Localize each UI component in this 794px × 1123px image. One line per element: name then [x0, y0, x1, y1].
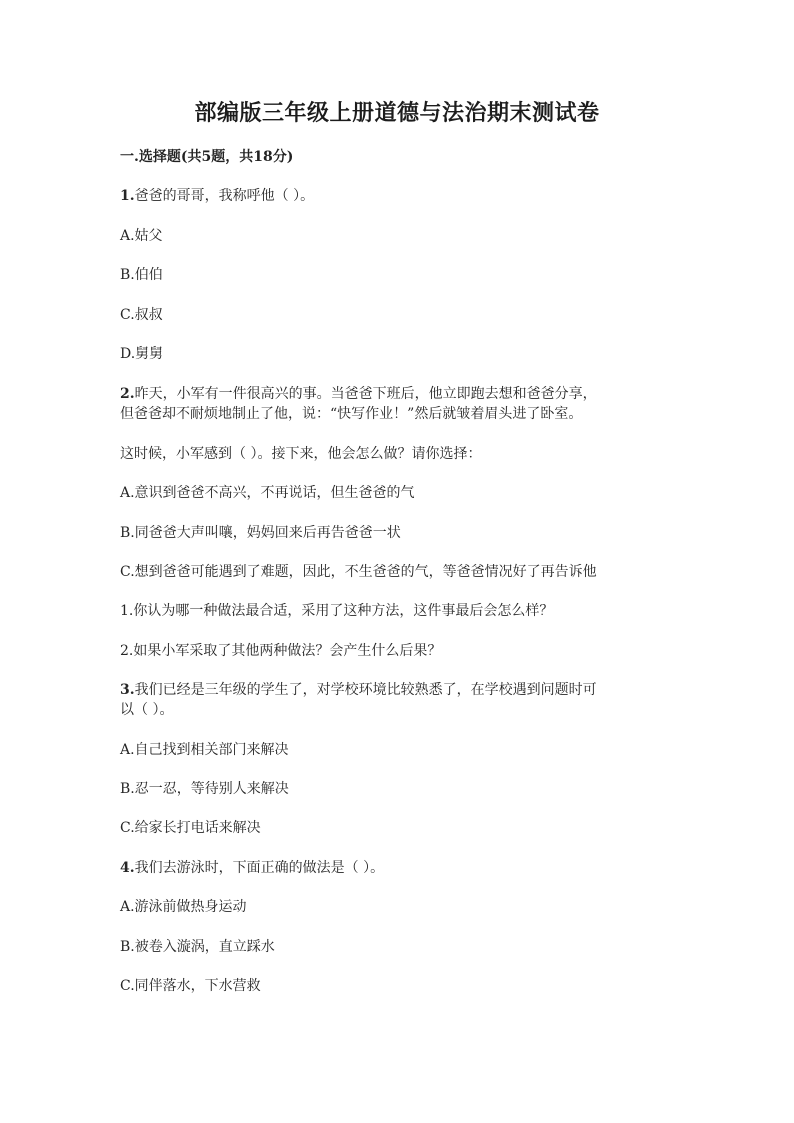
question-1-option-a: A.姑父 — [120, 228, 163, 244]
question-2-subquestion-1: 1.你认为哪一种做法最合适，采用了这种方法，这件事最后会怎么样？ — [120, 603, 554, 619]
question-1-option-d: D.舅舅 — [120, 346, 164, 362]
question-text: 我们已经是三年级的学生了，对学校环境比较熟悉了，在学校遇到问题时可 — [134, 682, 597, 698]
question-text: 我们去游泳时，下面正确的做法是（ ）。 — [134, 860, 385, 876]
question-number: 2. — [120, 386, 135, 402]
question-4-stem — [120, 858, 680, 878]
page-title: 部编版三年级上册道德与法治期末测试卷 — [194, 100, 600, 126]
question-number: 3. — [120, 682, 135, 698]
question-3-stem-line-1 — [120, 680, 680, 700]
question-text: 爸爸的哥哥，我称呼他（ ）。 — [134, 188, 315, 204]
question-2-subquestion-2: 2.如果小军采取了其他两种做法？会产生什么后果？ — [120, 643, 442, 659]
section-heading: 一.选择题(共5题，共18分) — [120, 149, 294, 165]
question-number: 1. — [120, 188, 135, 204]
question-2-option-b: B.同爸爸大声叫嚷，妈妈回来后再告爸爸一状 — [120, 525, 401, 541]
question-4-option-b: B.被卷入漩涡，直立踩水 — [120, 939, 275, 955]
question-2-stem-line-2: 但爸爸却不耐烦地制止了他，说：“快写作业！”然后就皱着眉头进了卧室。 — [120, 406, 583, 422]
question-4-option-c: C.同伴落水，下水营救 — [120, 978, 261, 994]
question-1-option-b: B.伯伯 — [120, 267, 163, 283]
question-4-option-a: A.游泳前做热身运动 — [120, 899, 247, 915]
question-number: 4. — [120, 860, 135, 876]
question-2-option-a: A.意识到爸爸不高兴，不再说话，但生爸爸的气 — [120, 485, 415, 501]
question-text: 昨天，小军有一件很高兴的事。当爸爸下班后，他立即跑去想和爸爸分享， — [134, 386, 597, 402]
question-3-option-a: A.自己找到相关部门来解决 — [120, 742, 289, 758]
question-1-stem — [120, 186, 680, 206]
question-3-option-c: C.给家长打电话来解决 — [120, 820, 261, 836]
question-3-option-b: B.忍一忍，等待别人来解决 — [120, 781, 289, 797]
question-2-option-c: C.想到爸爸可能遇到了难题，因此，不生爸爸的气，等爸爸情况好了再告诉他 — [120, 564, 597, 580]
question-3-stem-line-2: 以（ ）。 — [120, 702, 174, 718]
question-2-stem-line-1 — [120, 384, 680, 404]
question-1-option-c: C.叔叔 — [120, 307, 163, 323]
question-2-stem-line-3: 这时候，小军感到（ ）。接下来，他会怎么做？请你选择： — [120, 446, 482, 462]
